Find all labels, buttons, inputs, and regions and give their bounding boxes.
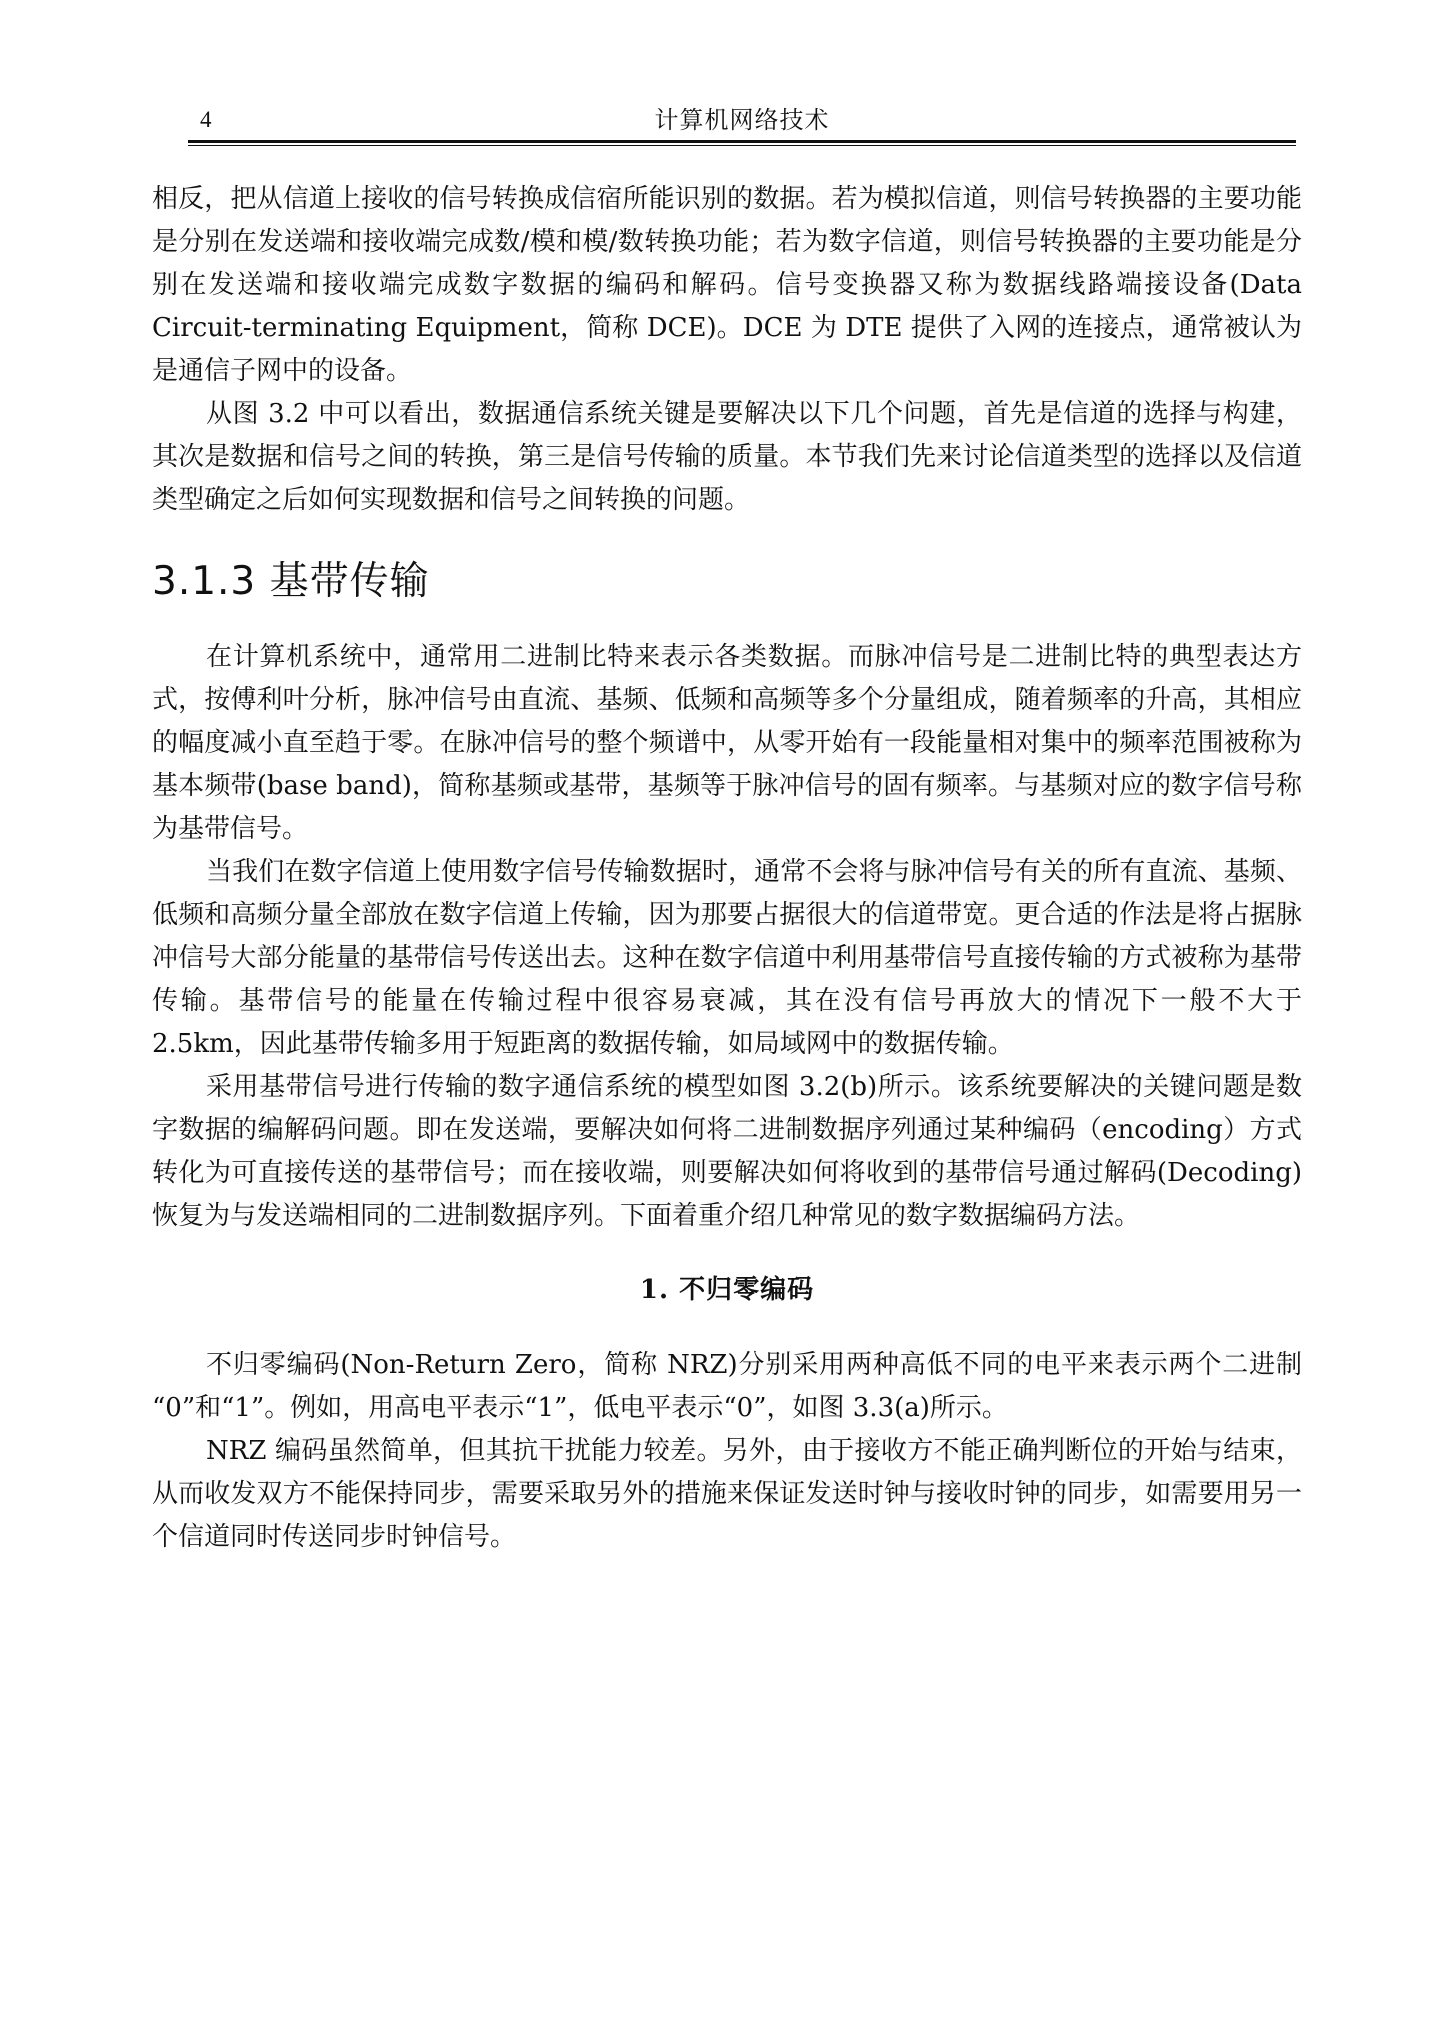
book-title: 计算机网络技术 bbox=[654, 106, 830, 134]
nrz-paragraph-2: NRZ 编码虽然简单，但其抗干扰能力较差。另外，由于接收方不能正确判断位的开始与结束，从而收发双方不能保持同步，需要采取另外的措施来保证发送时钟与接收时钟的同步，如需要用另一个信道同时传送同步时钟信号。 bbox=[152, 1436, 1302, 1552]
running-header bbox=[188, 96, 1296, 142]
page-number: 4 bbox=[200, 107, 212, 132]
baseband-paragraph-1: 在计算机系统中，通常用二进制比特来表示各类数据。而脉冲信号是二进制比特的典型表达方式，按傅利叶分析，脉冲信号由直流、基频、低频和高频等多个分量组成，随着频率的升高，其相应的幅度减小直至趋于零。在脉冲信号的整个频谱中，从零开始有一段能量相对集中的频率范围被称为基本频带(base band)，简称基频或基带，基频等于脉冲信号的固有频率。与基频对应的数字信号称为基带信号。 bbox=[152, 642, 1302, 844]
section-heading: 3.1.3 基带传输 bbox=[152, 559, 430, 604]
intro-continuation-paragraph: 相反，把从信道上接收的信号转换成信宿所能识别的数据。若为模拟信道，则信号转换器的主要功能是分别在发送端和接收端完成数/模和模/数转换功能；若为数字信道，则信号转换器的主要功能是分别在发送端和接收端完成数字数据的编码和解码。信号变换器又称为数据线路端接设备(Data Circuit-terminating Equipment，简称 DCE)。DCE 为 DTE 提供了入网的连接点，通常被认为是通信子网中的设备。 bbox=[152, 184, 1302, 386]
baseband-paragraph-3: 采用基带信号进行传输的数字通信系统的模型如图 3.2(b)所示。该系统要解决的关键问题是数字数据的编解码问题。即在发送端，要解决如何将二进制数据序列通过某种编码（encoding）方式转化为可直接传送的基带信号；而在接收端，则要解决如何将收到的基带信号通过解码(Decoding)恢复为与发送端相同的二进制数据序列。下面着重介绍几种常见的数字数据编码方法。 bbox=[152, 1072, 1302, 1231]
nrz-paragraph-1: 不归零编码(Non-Return Zero，简称 NRZ)分别采用两种高低不同的电平来表示两个二进制 “0”和“1”。例如，用高电平表示“1”，低电平表示“0”，如图 3.3(a)所示。 bbox=[152, 1350, 1302, 1423]
header-rule-thick bbox=[188, 140, 1296, 143]
figure-summary-paragraph: 从图 3.2 中可以看出，数据通信系统关键是要解决以下几个问题，首先是信道的选择与构建，其次是数据和信号之间的转换，第三是信号传输的质量。本节我们先来讨论信道类型的选择以及信道类型确定之后如何实现数据和信号之间转换的问题。 bbox=[152, 399, 1302, 515]
page-content bbox=[152, 178, 1302, 1559]
header-rule-thin bbox=[188, 145, 1296, 146]
subsection-heading: 1. 不归零编码 bbox=[639, 1275, 815, 1305]
baseband-paragraph-2: 当我们在数字信道上使用数字信号传输数据时，通常不会将与脉冲信号有关的所有直流、基频、低频和高频分量全部放在数字信道上传输，因为那要占据很大的信道带宽。更合适的作法是将占据脉冲信号大部分能量的基带信号传送出去。这种在数字信道中利用基带信号直接传输的方式被称为基带传输。基带信号的能量在传输过程中很容易衰减，其在没有信号再放大的情况下一般不大于 2.5km，因此基带传输多用于短距离的数据传输，如局域网中的数据传输。 bbox=[152, 857, 1302, 1059]
